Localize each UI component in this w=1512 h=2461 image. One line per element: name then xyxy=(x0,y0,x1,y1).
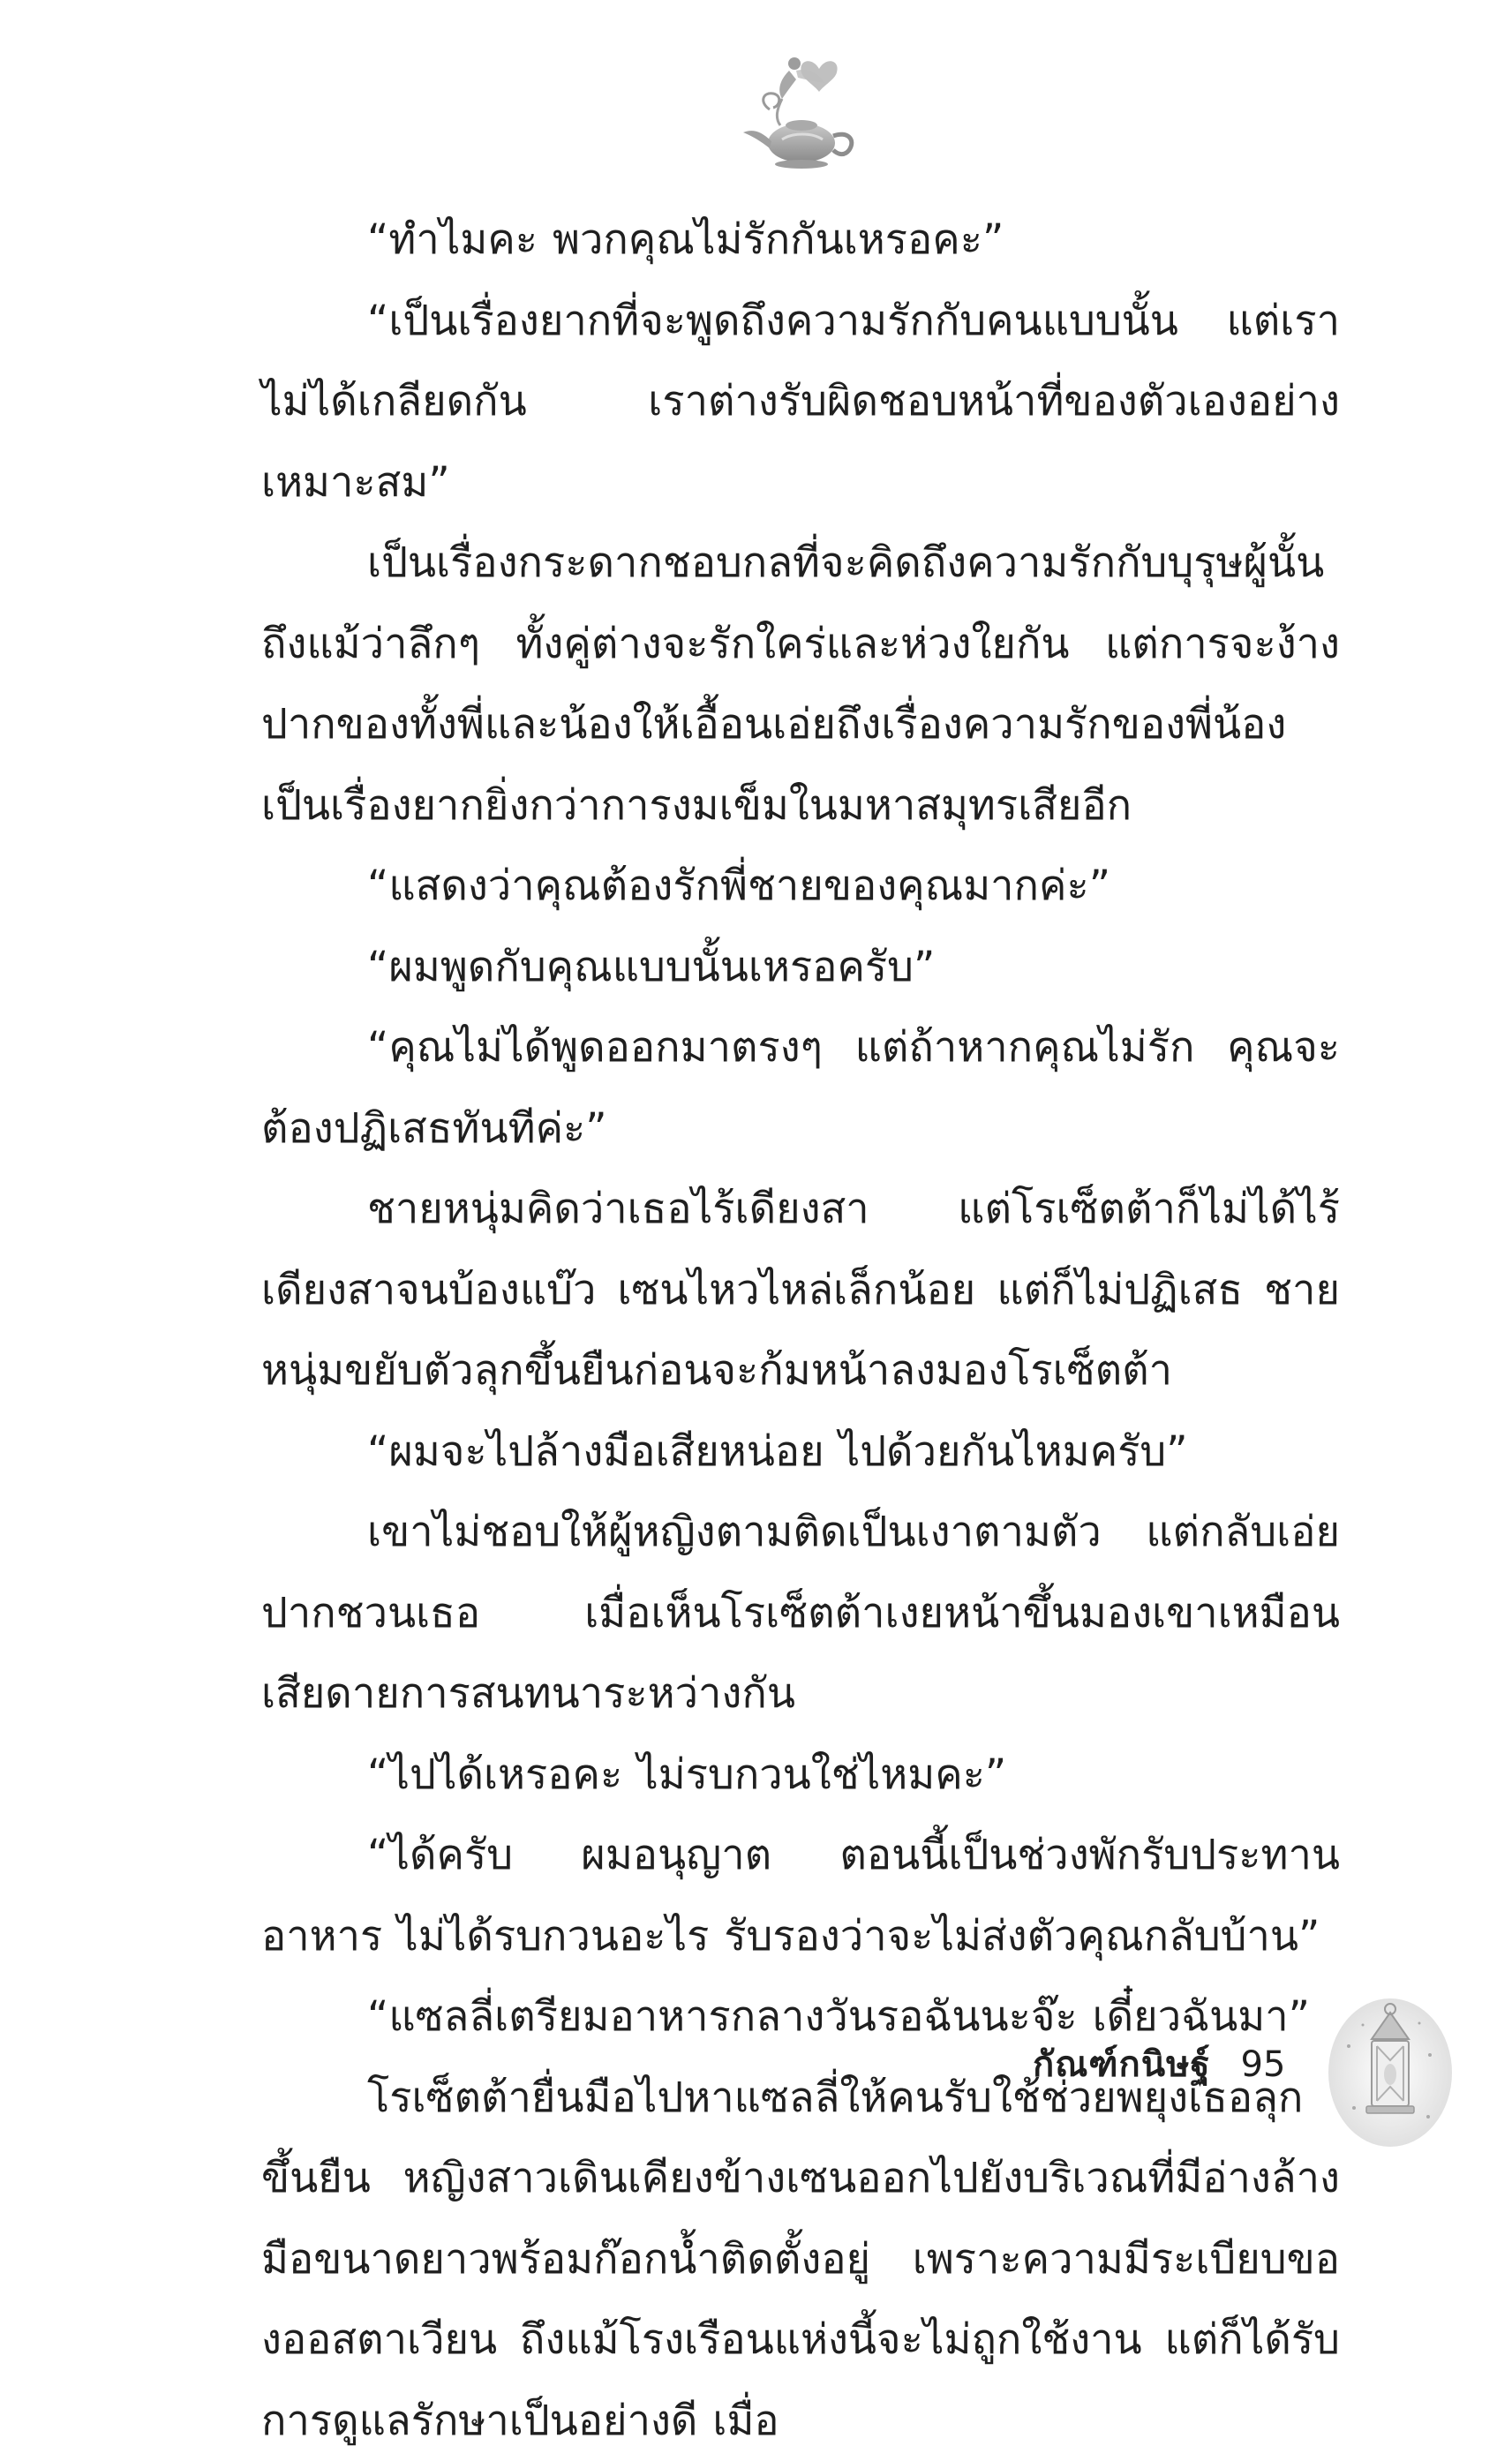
teapot-ornament-icon xyxy=(727,44,869,177)
paragraph: “ผมจะไปล้างมือเสียหน่อย ไปด้วยกันไหมครับ” xyxy=(261,1411,1340,1493)
paragraph: “เป็นเรื่องยากที่จะพูดถึงความรักกับคนแบบนั้น แต่เราไม่ได้เกลียดกัน เราต่างรับผิดชอบหน้าที่ของตัวเองอย่างเหมาะสม” xyxy=(261,281,1340,523)
body-text xyxy=(261,199,1340,2461)
paragraph: “แซลลี่เตรียมอาหารกลางวันรอฉันนะจ๊ะ เดี๋ยวฉันมา” xyxy=(261,1976,1340,2058)
paragraph: เป็นเรื่องกระดากชอบกลที่จะคิดถึงความรักกับบุรุษผู้นั้น ถึงแม้ว่าลึกๆ ทั้งคู่ต่างจะรักใคร่และห่วงใยกัน แต่การจะง้างปากของทั้งพี่และน้องให้เอื้อนเอ่ยถึงเรื่องความรักของพี่น้องเป็นเรื่องยากยิ่งกว่าการงมเข็มในมหาสมุทรเสียอีก xyxy=(261,523,1340,846)
paragraph: เขาไม่ชอบให้ผู้หญิงตามติดเป็นเงาตามตัว แต่กลับเอ่ยปากชวนเธอ เมื่อเห็นโรเซ็ตต้าเงยหน้าขึ้นมองเขาเหมือนเสียดายการสนทนาระหว่างกัน xyxy=(261,1492,1340,1735)
paragraph: “ไปได้เหรอคะ ไม่รบกวนใช่ไหมคะ” xyxy=(261,1735,1340,1816)
paragraph: โรเซ็ตต้ายื่นมือไปหาแซลลี่ให้คนรับใช้ช่วยพยุงเธอลุกขึ้นยืน หญิงสาวเดินเคียงข้างเซนออกไปยังบริเวณที่มีอ่างล้างมือขนาดยาวพร้อมก๊อกน้ำติดตั้งอยู่ เพราะความมีระเบียบของออสตาเวียน ถึงแม้โรงเรือนแห่งนี้จะไม่ถูกใช้งาน แต่ก็ได้รับการดูแลรักษาเป็นอย่างดี เมื่อ xyxy=(261,2058,1340,2461)
paragraph: “ผมพูดกับคุณแบบนั้นเหรอครับ” xyxy=(261,927,1340,1008)
lantern-ornament-icon xyxy=(1324,1993,1456,2152)
paragraph: “คุณไม่ได้พูดออกมาตรงๆ แต่ถ้าหากคุณไม่รัก คุณจะต้องปฏิเสธทันทีค่ะ” xyxy=(261,1007,1340,1169)
paragraph: “ทำไมคะ พวกคุณไม่รักกันเหรอคะ” xyxy=(261,199,1340,281)
running-footer xyxy=(1033,2036,1285,2088)
paragraph: “แสดงว่าคุณต้องรักพี่ชายของคุณมากค่ะ” xyxy=(261,846,1340,927)
page-number: 95 xyxy=(1241,2044,1286,2085)
book-title: กัณฑ์กนิษฐ์ xyxy=(1033,2036,1211,2092)
paragraph: “ได้ครับ ผมอนุญาต ตอนนี้เป็นช่วงพักรับประทานอาหาร ไม่ได้รบกวนอะไร รับรองว่าจะไม่ส่งตัวคุณกลับบ้าน” xyxy=(261,1815,1340,1976)
paragraph: ชายหนุ่มคิดว่าเธอไร้เดียงสา แต่โรเซ็ตต้าก็ไม่ได้ไร้เดียงสาจนบ้องแบ๊ว เซนไหวไหล่เล็กน้อย แต่ก็ไม่ปฏิเสธ ชายหนุ่มขยับตัวลุกขึ้นยืนก่อนจะก้มหน้าลงมองโรเซ็ตต้า xyxy=(261,1169,1340,1411)
